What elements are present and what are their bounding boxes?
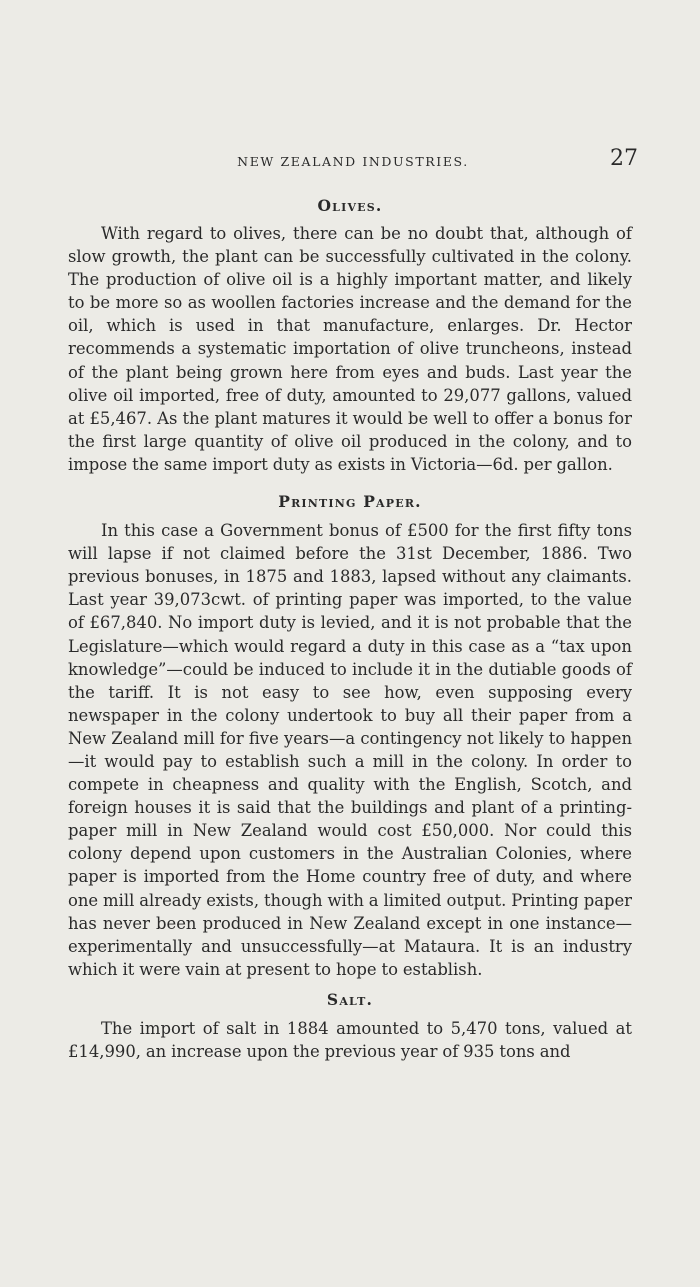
section-heading-salt: Salt.	[326, 989, 374, 1009]
page-body	[68, 190, 632, 1063]
section-text-printing-paper: In this case a Government bonus of £500 for the first fifty tons will lapse if not claimed before the 31st December, 1886. Two previous bonuses, in 1875 and 1883, lapsed without any claimants. Last year 39,073cwt. of printing paper was imported, to the value of £67,840. No import duty is levied, and it is not probable that the Legislature—which would regard a duty in this case as a “tax upon knowledge”—could be induced to include it in the dutiable goods of the tariff. It is not easy to see how, even supposing every newspaper in the colony undertook to buy all their paper from a New Zealand mill for five years—a contingency not likely to happen—it would pay to establish such a mill in the colony. In order to compete in cheapness and quality with the English, Scotch, and foreign houses it is said that the buildings and plant of a printing-paper mill in New Zealand would cost £50,000. Nor could this colony depend upon customers in the Australian Colonies, where paper is imported from the Home country free of duty, and where one mill already exists, though with a limited output. Printing paper has never been produced in New Zealand except in one instance—experimentally and unsuccessfully—at Mataura. It is an industry which it were vain at present to hope to establish.	[68, 521, 632, 979]
running-title: NEW ZEALAND INDUSTRIES.	[237, 154, 469, 169]
section-heading-printing-paper: Printing Paper.	[278, 492, 422, 512]
section-text-salt: The import of salt in 1884 amounted to 5,470 tons, valued at £14,990, an increase upon the previous year of 935 tons and	[68, 1018, 632, 1061]
section-heading-olives: Olives.	[317, 196, 383, 215]
running-head	[68, 146, 638, 176]
section-text-olives: With regard to olives, there can be no doubt that, although of slow growth, the plant can be successfully cultivated in the colony. The production of olive oil is a highly important matter, and likely to be more so as woollen factories increase and the demand for the oil, which is used in that manufacture, enlarges. Dr. Hector recommends a systematic importation of olive truncheons, instead of the plant being grown here from eyes and buds. Last year the olive oil imported, free of duty, amounted to 29,077 gallons, valued at £5,467. As the plant matures it would be well to offer a bonus for the first large quantity of olive oil produced in the colony, and to impose the same import duty as exists in Victoria—6d. per gallon.	[68, 224, 632, 474]
page-number: 27	[610, 146, 638, 171]
